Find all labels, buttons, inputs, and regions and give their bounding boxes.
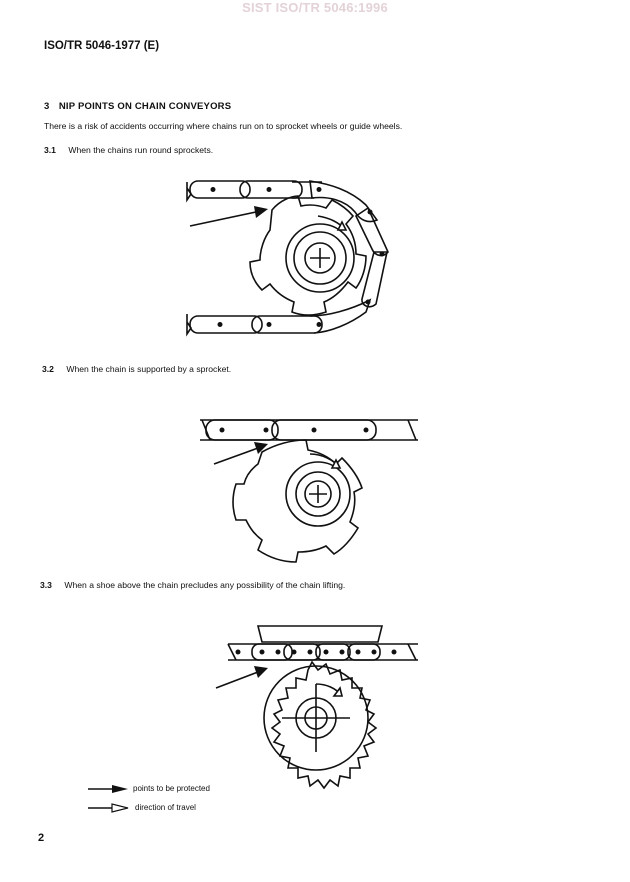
legend-protected-label: points to be protected [133, 784, 210, 793]
section-number: 3 [44, 101, 50, 112]
figure-sprocket-with-shoe [212, 622, 422, 790]
subsection-number: 3.2 [42, 364, 54, 374]
subsection-3-3 [40, 580, 345, 590]
subsection-number: 3.1 [44, 145, 56, 155]
subsection-text: When the chains run round sprockets. [68, 145, 214, 155]
subsection-3-2 [42, 364, 231, 374]
watermark: SIST ISO/TR 5046:1996 [242, 0, 388, 15]
subsection-text: When a shoe above the chain precludes any possibility of the chain lifting. [64, 580, 346, 590]
page-number: 2 [38, 832, 45, 844]
figure-sprocket-chain-return [180, 172, 410, 342]
subsection-3-1 [44, 145, 213, 155]
figure-sprocket-supporting-chain [200, 410, 420, 570]
section-title: NIP POINTS ON CHAIN CONVEYORS [58, 101, 232, 112]
legend-travel-arrow [88, 803, 128, 813]
document-id: ISO/TR 5046-1977 (E) [44, 40, 160, 52]
legend-travel-label: direction of travel [135, 803, 196, 812]
section-intro: There is a risk of accidents occurring where chains run on to sprocket wheels or guide wheels. [44, 121, 403, 131]
subsection-number: 3.3 [40, 580, 52, 590]
section-heading [44, 101, 231, 112]
legend-protected-arrow [88, 784, 128, 794]
subsection-text: When the chain is supported by a sprocket. [66, 364, 232, 374]
